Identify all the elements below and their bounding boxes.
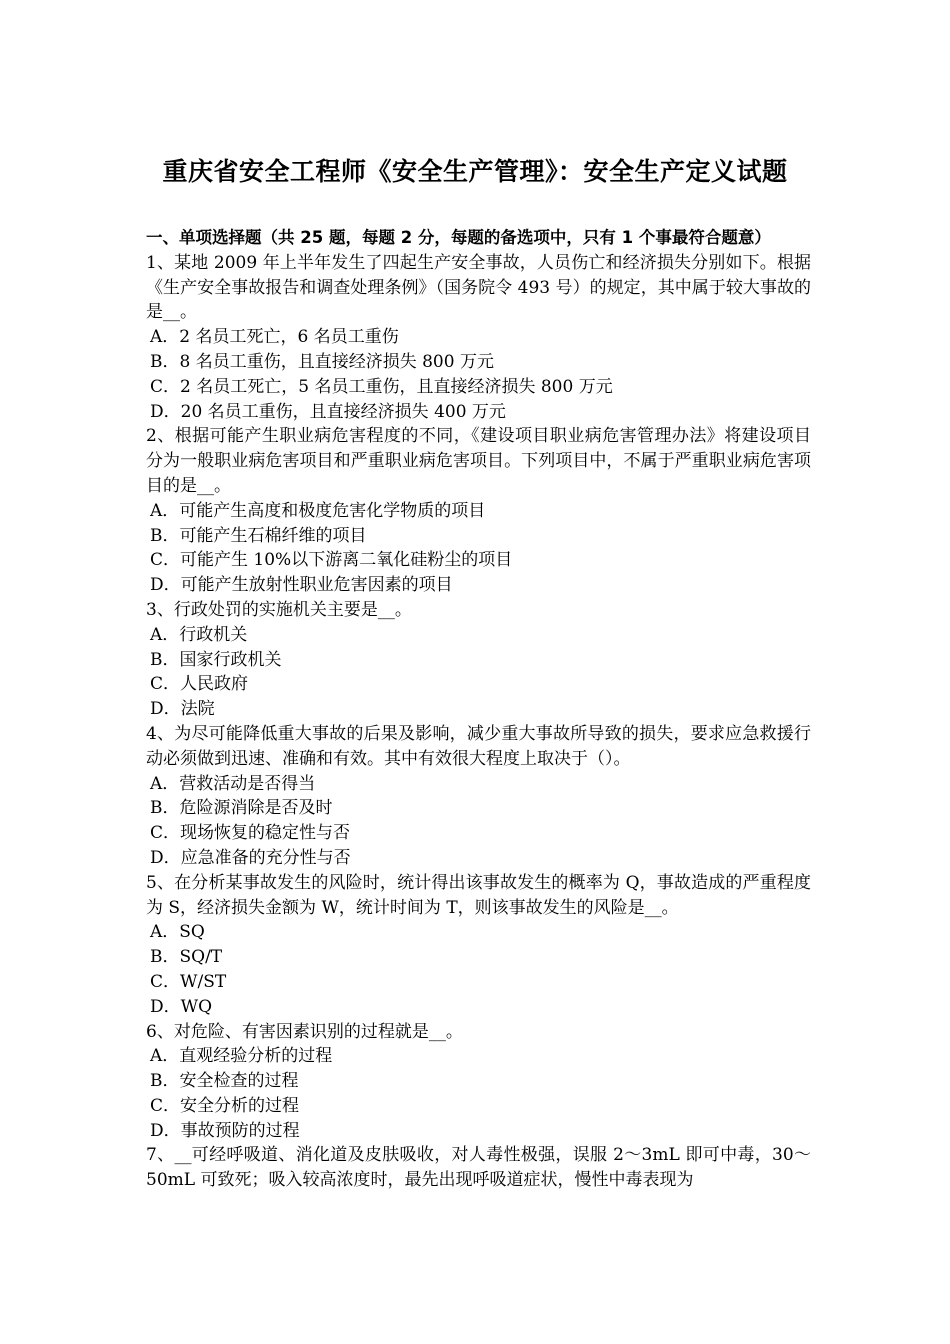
question-5 <box>146 871 811 1020</box>
question-stem: 1、某地 2009 年上半年发生了四起生产安全事故，人员伤亡和经济损失分别如下。根据《生产安全事故报告和调查处理条例》（国务院令 493 号）的规定，其中属于较大事故的是__。 <box>146 252 811 323</box>
option-d: D．可能产生放射性职业危害因素的项目 <box>150 575 453 596</box>
question-1 <box>146 251 811 425</box>
option-c: C．人民政府 <box>150 674 249 695</box>
question-stem: 5、在分析某事故发生的风险时，统计得出该事故发生的概率为 Q，事故造成的严重程度为 S，经济损失金额为 W，统计时间为 T，则该事故发生的风险是__。 <box>146 872 811 918</box>
option-b: B．安全检查的过程 <box>150 1071 299 1092</box>
question-4 <box>146 722 811 871</box>
option-c: C．2 名员工死亡，5 名员工重伤，且直接经济损失 800 万元 <box>150 376 613 397</box>
option-a: A．行政机关 <box>150 624 248 645</box>
option-a: A．营救活动是否得当 <box>150 773 316 794</box>
option-d: D．WQ <box>150 996 213 1017</box>
option-d: D．应急准备的充分性与否 <box>150 847 351 868</box>
option-c: C．安全分析的过程 <box>150 1095 300 1116</box>
option-b: B．可能产生石棉纤维的项目 <box>150 525 367 546</box>
option-a: A．直观经验分析的过程 <box>150 1046 333 1067</box>
question-stem: 6、对危险、有害因素识别的过程就是__。 <box>146 1021 463 1042</box>
question-7 <box>146 1143 811 1193</box>
option-c: C．可能产生 10%以下游离二氧化硅粉尘的项目 <box>150 550 513 571</box>
option-d: D．法院 <box>150 699 215 720</box>
section-heading: 一、单项选择题（共 25 题，每题 2 分，每题的备选项中，只有 1 个事最符合题意） <box>146 228 771 247</box>
question-stem: 3、行政处罚的实施机关主要是__。 <box>146 599 412 620</box>
question-stem: 7、__可经呼吸道、消化道及皮肤吸收，对人毒性极强，误服 2～3mL 即可中毒，30～ 50mL 可致死；吸入较高浓度时，最先出现呼吸道症状，慢性中毒表现为 <box>146 1145 811 1191</box>
option-b: B．危险源消除是否及时 <box>150 798 333 819</box>
question-6 <box>146 1020 811 1144</box>
option-d: D．事故预防的过程 <box>150 1120 300 1141</box>
document-title: 重庆省安全工程师《安全生产管理》：安全生产定义试题 <box>162 157 788 186</box>
question-3 <box>146 598 811 722</box>
option-b: B．8 名员工重伤，且直接经济损失 800 万元 <box>150 351 494 372</box>
question-stem: 4、为尽可能降低重大事故的后果及影响，减少重大事故所导致的损失，要求应急救援行动必须做到迅速、准确和有效。其中有效很大程度上取决于（）。 <box>146 723 811 769</box>
option-a: A．SQ <box>150 922 205 943</box>
option-c: C．现场恢复的稳定性与否 <box>150 823 351 844</box>
option-a: A．可能产生高度和极度危害化学物质的项目 <box>150 500 486 521</box>
option-a: A．2 名员工死亡，6 名员工重伤 <box>150 327 399 348</box>
option-b: B．国家行政机关 <box>150 649 282 670</box>
document-body <box>146 226 811 1193</box>
option-b: B．SQ/T <box>150 947 223 968</box>
option-d: D．20 名员工重伤，且直接经济损失 400 万元 <box>150 401 506 422</box>
question-2 <box>146 424 811 598</box>
option-c: C．W/ST <box>150 971 227 992</box>
question-stem: 2、根据可能产生职业病危害程度的不同，《建设项目职业病危害管理办法》将建设项目分为一般职业病危害项目和严重职业病危害项目。下列项目中，不属于严重职业病危害项目的是__。 <box>146 426 811 496</box>
